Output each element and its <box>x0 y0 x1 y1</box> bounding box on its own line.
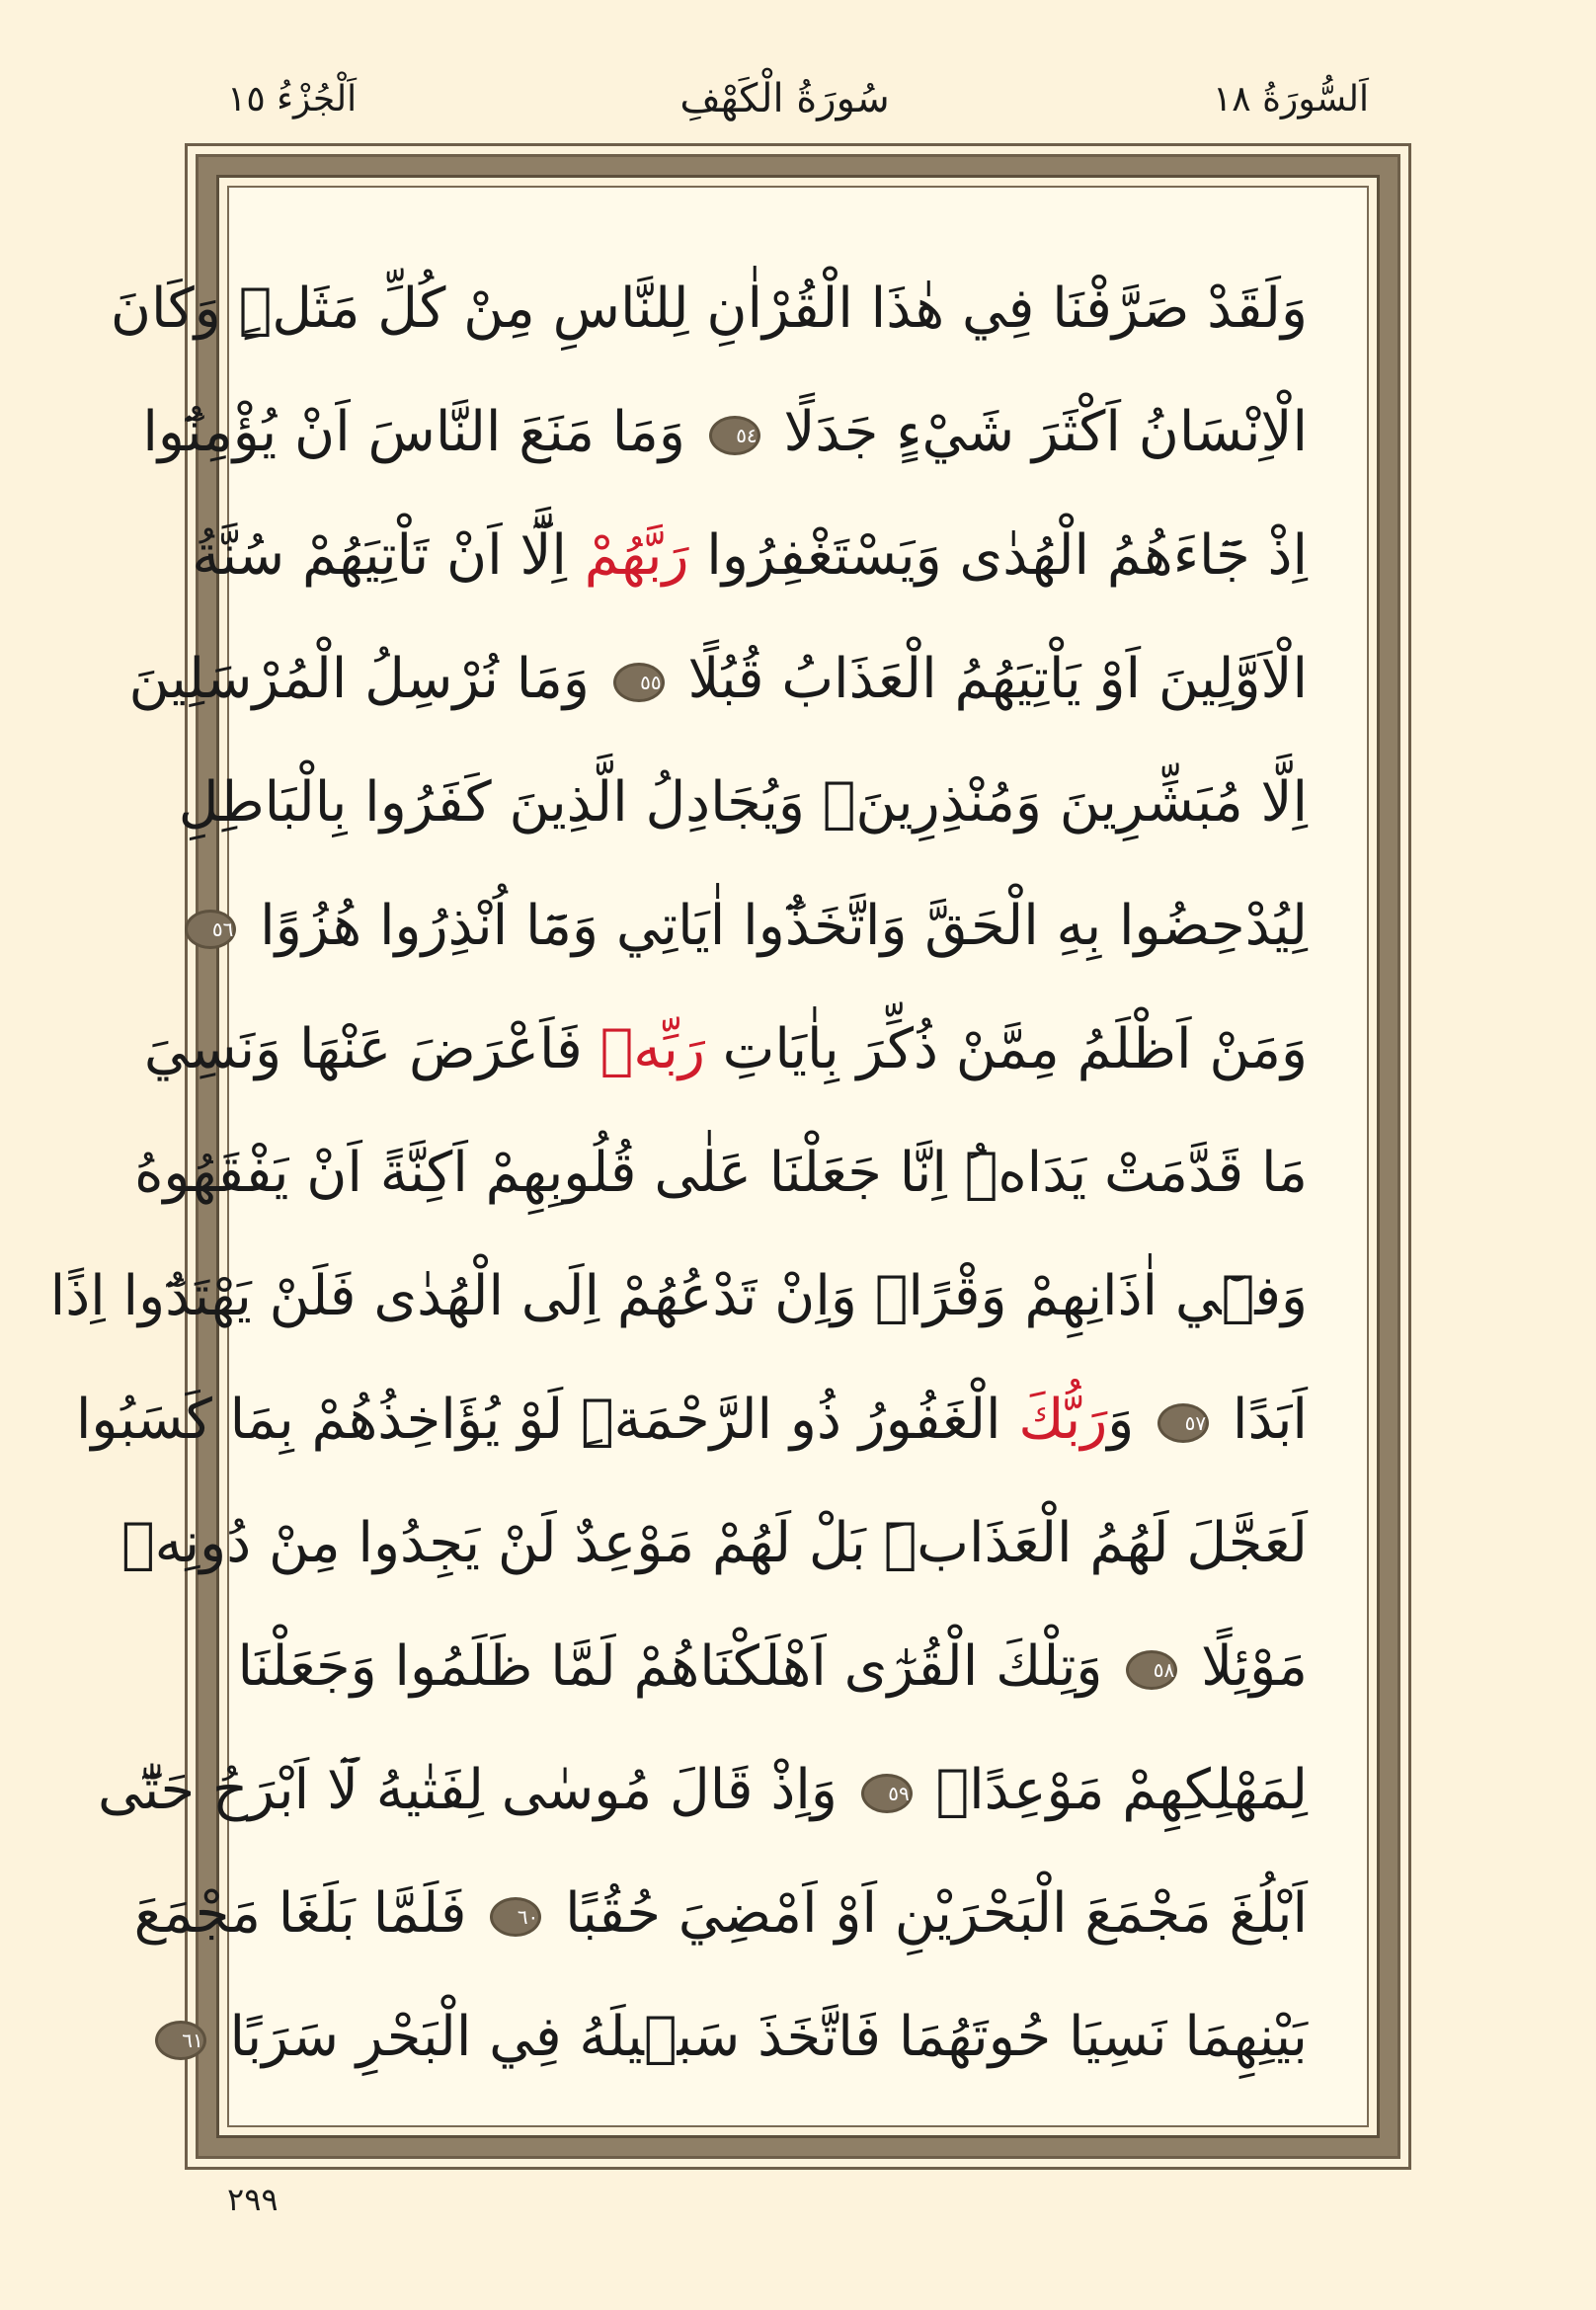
verse-segment: مَا قَدَّمَتْ يَدَاهُۜ اِنَّا جَعَلْنَا عَلٰى قُلُوبِهِمْ اَكِنَّةً اَنْ يَفْقَهُوهُ <box>134 1141 1308 1205</box>
verse-segment: فَاَعْرَضَ عَنْهَا وَنَسِيَ <box>143 1017 600 1081</box>
ayah-number-marker: ٥٨ <box>1126 1650 1177 1690</box>
verse-line <box>192 494 1308 617</box>
verse-segment: وَ <box>1107 1388 1153 1452</box>
verse-segment: اَبْلُغَ مَجْمَعَ الْبَحْرَيْنِ اَوْ اَمْضِيَ حُقُبًا <box>547 1881 1308 1946</box>
verse-segment: بَيْنِهِمَا نَسِيَا حُوتَهُمَا فَاتَّخَذَ سَب۪يلَهُ فِي الْبَحْرِ سَرَبًا <box>211 2005 1308 2069</box>
juz-label: اَلْجُزْءُ ١٥ <box>227 78 358 119</box>
frame-inner-border <box>49 175 1380 2138</box>
verse-segment: الْاَوَّلِينَ اَوْ يَاْتِيَهُمُ الْعَذَابُ قُبُلًا <box>670 647 1308 711</box>
ayah-number-marker: ٥٩ <box>861 1774 913 1813</box>
verse-line <box>143 988 1308 1111</box>
verse-segment: اِذْ جَٓاءَهُمُ الْهُدٰى وَيَسْتَغْفِرُوا <box>688 523 1308 588</box>
highlighted-word: رَبِّه۪ <box>599 1017 705 1081</box>
verse-line <box>142 370 1308 494</box>
verse-segment: اَبَدًا <box>1215 1388 1308 1452</box>
page-frame <box>49 143 1411 2170</box>
verse-line <box>49 1235 1308 1358</box>
verse-line <box>237 1605 1308 1728</box>
ayah-number-marker: ٦١ <box>155 2021 206 2060</box>
verse-segment: اِلَّٓا اَنْ تَاْتِيَهُمْ سُنَّةُ <box>192 523 585 588</box>
verse-segment: وَاِذْ قَالَ مُوسٰى لِفَتٰيهُ لَٓا اَبْرَحُ حَتّٰٓى <box>97 1758 855 1822</box>
verse-line <box>178 741 1308 864</box>
verse-segment: وَمَنْ اَظْلَمُ مِمَّنْ ذُكِّرَ بِاٰيَاتِ <box>704 1017 1308 1081</box>
verse-segment: لِمَهْلِكِهِمْ مَوْعِدًا۟ <box>918 1758 1308 1822</box>
verse-line <box>110 247 1308 370</box>
verse-text-area <box>49 247 1308 2086</box>
ayah-number-marker: ٥٤ <box>709 416 760 455</box>
verse-line <box>182 1975 1308 2099</box>
surah-number: اَلسُّورَةُ ١٨ <box>1212 78 1369 119</box>
verse-line <box>211 864 1308 988</box>
surah-name: سُورَةُ الْكَهْفِ <box>679 76 890 121</box>
verse-line <box>75 1358 1308 1481</box>
highlighted-word: رَبُّكَ <box>1018 1388 1108 1452</box>
verse-line <box>97 1728 1308 1852</box>
verse-line <box>134 1111 1308 1235</box>
verse-line <box>128 617 1308 741</box>
verse-segment: مَوْئِلًا <box>1183 1634 1308 1699</box>
verse-segment: لَعَجَّلَ لَهُمُ الْعَذَابَۜ بَلْ لَهُمْ مَوْعِدٌ لَنْ يَجِدُوا مِنْ دُونِه۪ <box>120 1511 1308 1575</box>
ayah-number-marker: ٥٧ <box>1157 1403 1209 1443</box>
ayah-number-marker: ٥٥ <box>613 663 665 702</box>
frame-border <box>49 154 1400 2159</box>
verse-segment: وَمَا مَنَعَ النَّاسَ اَنْ يُؤْمِنُٓوا <box>142 400 703 464</box>
verse-segment: فَلَمَّا بَلَغَا مَجْمَعَ <box>133 1881 485 1946</box>
verse-segment: وَتِلْكَ الْقُرٰٓى اَهْلَكْنَاهُمْ لَمَّا ظَلَمُوا وَجَعَلْنَا <box>237 1634 1121 1699</box>
text-panel <box>49 186 1369 2127</box>
verse-line <box>133 1852 1308 1975</box>
verse-segment: اِلَّا مُبَشِّرِينَ وَمُنْذِرِينَۚ وَيُجَادِلُ الَّذِينَ كَفَرُوا بِالْبَاطِلِ <box>178 770 1308 835</box>
verse-segment: الْغَفُورُ ذُو الرَّحْمَةِۜ لَوْ يُؤَاخِذُهُمْ بِمَا كَسَبُوا <box>75 1388 1019 1452</box>
verse-segment: وَمَا نُرْسِلُ الْمُرْسَلِينَ <box>128 647 607 711</box>
page-number: ٢٩٩ <box>227 2181 279 2218</box>
ayah-number-marker: ٥٦ <box>185 910 236 949</box>
verse-line <box>120 1481 1308 1605</box>
verse-segment: الْاِنْسَانُ اَكْثَرَ شَيْءٍ جَدَلًا <box>765 400 1308 464</box>
highlighted-word: رَبَّهُمْ <box>584 523 689 588</box>
verse-segment: وَلَقَدْ صَرَّفْنَا فِي هٰذَا الْقُرْاٰنِ لِلنَّاسِ مِنْ كُلِّ مَثَلٍۜ وَكَانَ <box>110 277 1308 341</box>
verse-segment: وَف۪ٓي اٰذَانِهِمْ وَقْرًاۜ وَاِنْ تَدْعُهُمْ اِلَى الْهُدٰى فَلَنْ يَهْتَدُٓوا اِذًا <box>49 1264 1308 1328</box>
page-header <box>227 69 1369 128</box>
ayah-number-marker: ٦٠ <box>490 1897 541 1937</box>
verse-segment: لِيُدْحِضُوا بِهِ الْحَقَّ وَاتَّخَذُٓوا اٰيَاتِي وَمَٓا اُنْذِرُوا هُزُوًا <box>242 894 1308 958</box>
